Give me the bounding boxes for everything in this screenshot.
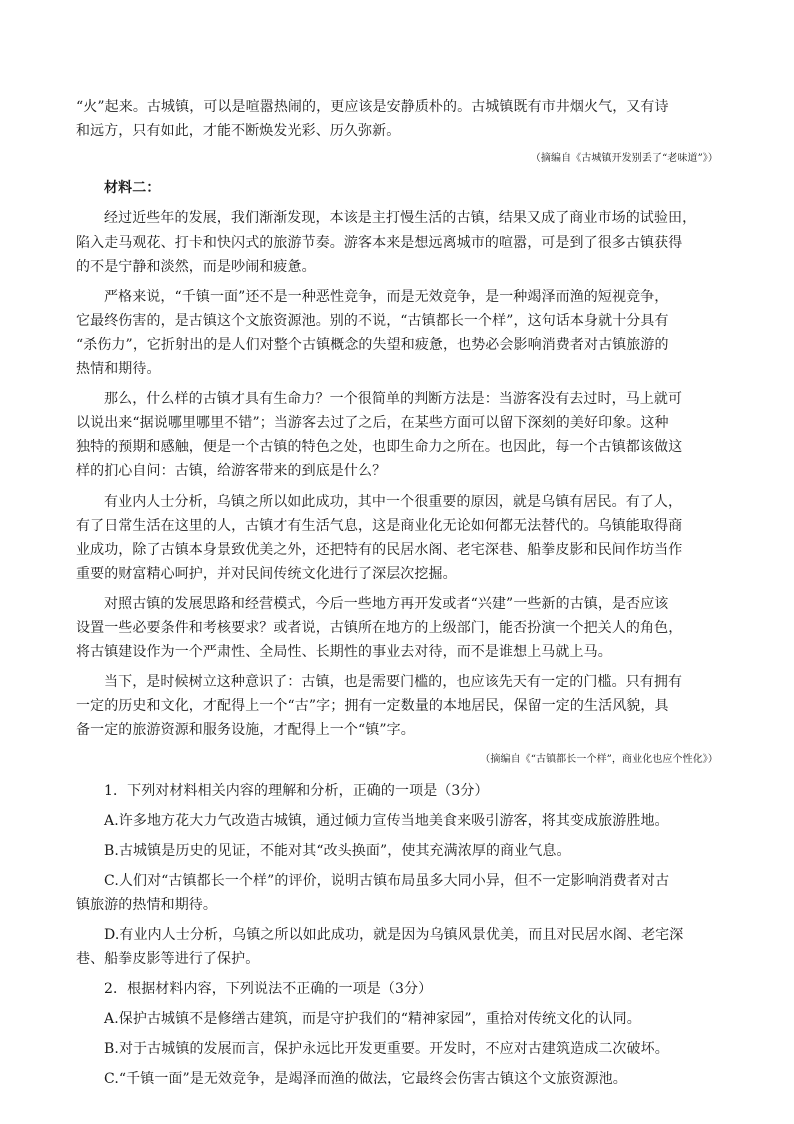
m2-p2-line-3: “杀伤力”，它折射出的是人们对整个古镇概念的失望和疲惫，也势必会影响消费者对古镇旅游的 xyxy=(76,337,669,353)
m2-p2-line-1: 严格来说，“千镇一面”还不是一种恶性竞争，而是无效竞争，是一种竭泽而渔的短视竞争， xyxy=(104,289,669,305)
m2-p6-line-2: 一定的历史和文化，才配得上一个“古”字；拥有一定数量的本地居民，保留一定的生活风貌，具 xyxy=(76,698,669,714)
q2-option-c: C.“千镇一面”是无效竞争，是竭泽而渔的做法，它最终会伤害古镇这个文旅资源池。 xyxy=(104,1071,627,1087)
m2-p6-line-3: 备一定的旅游资源和服务设施，才配得上一个“镇”字。 xyxy=(76,722,415,738)
m2-p3-line-4: 样的扪心自问：古镇，给游客带来的到底是什么？ xyxy=(76,463,387,479)
m2-p4-line-4: 重要的财富精心呵护，并对民间传统文化进行了深层次挖掘。 xyxy=(76,566,457,582)
q1-option-a: A.许多地方花大力气改造古城镇，通过倾力宣传当地美食来吸引游客，将其变成旅游胜地。 xyxy=(104,813,669,829)
m2-p4-line-1: 有业内人士分析，乌镇之所以如此成功，其中一个很重要的原因，就是乌镇有居民。有了人， xyxy=(104,494,683,510)
m2-p1-line-1: 经过近些年的发展，我们渐渐发现，本该是主打慢生活的古镇，结果又成了商业市场的试验田， xyxy=(104,210,697,226)
m2-p3-line-2: 以说出来“据说哪里哪里不错”；当游客去过了之后，在某些方面可以留下深刻的美好印象。这种 xyxy=(76,415,669,431)
m2-p4-line-2: 有了日常生活在这里的人，古镇才有生活气息，这是商业化无论如何都无法替代的。乌镇能取得商 xyxy=(76,518,683,534)
material1-source: （摘编自《古城镇开发别丢了“老味道”》） xyxy=(530,153,718,164)
q1-option-b: B.古城镇是历史的见证，不能对其“改头换面”，使其充满浓厚的商业气息。 xyxy=(104,843,571,859)
question1-stem: 1．下列对材料相关内容的理解和分析，正确的一项是（3分） xyxy=(104,783,489,799)
question2-stem: 2．根据材料内容，下列说法不正确的一项是（3分） xyxy=(104,981,433,997)
m2-p6-line-1: 当下，是时候树立这种意识了：古镇，也是需要门槛的，也应该先天有一定的门槛。只有拥有 xyxy=(104,674,683,690)
m2-p1-line-2: 陷入走马观花、打卡和快闪式的旅游节奏。游客本来是想远离城市的喧嚣，可是到了很多古镇获得 xyxy=(76,235,683,251)
m2-p2-line-2: 它最终伤害的，是古镇这个文旅资源池。别的不说，“古镇都长一个样”，这句话本身就十分具有 xyxy=(76,313,669,329)
q1-option-d-line-2: 巷、船拳皮影等进行了保护。 xyxy=(76,951,260,967)
m2-p5-line-2: 设置一些必要条件和考核要求？或者说，古镇所在地方的上级部门，能否扮演一个把关人的角色， xyxy=(76,620,683,636)
material2-source: （摘编自《“古镇都长一个样”，商业化也应个性化》） xyxy=(480,754,718,765)
m2-p4-line-3: 业成功，除了古镇本身景致优美之外，还把特有的民居水阁、老宅深巷、船拳皮影和民间作坊当作 xyxy=(76,542,683,558)
material1-line-2: 和远方，只有如此，才能不断焕发光彩、历久弥新。 xyxy=(76,123,401,139)
material1-line-1: “火”起来。古城镇，可以是喧嚣热闹的，更应该是安静质朴的。古城镇既有市井烟火气，又有诗 xyxy=(76,99,669,115)
m2-p1-line-3: 的不是宁静和淡然，而是吵闹和疲惫。 xyxy=(76,259,316,275)
m2-p5-line-3: 将古镇建设作为一个严肃性、全局性、长期性的事业去对待，而不是谁想上马就上马。 xyxy=(76,644,612,660)
material2-heading: 材料二： xyxy=(104,180,161,196)
q1-option-d-line-1: D.有业内人士分析，乌镇之所以如此成功，就是因为乌镇风景优美，而且对民居水阁、老宅深 xyxy=(104,927,684,943)
m2-p3-line-3: 独特的预期和感触，便是一个古镇的特色之处，也即生命力之所在。也因此，每一个古镇都该做这 xyxy=(76,439,683,455)
m2-p2-line-4: 热情和期待。 xyxy=(76,361,161,377)
q2-option-b: B.对于古城镇的发展而言，保护永远比开发更重要。开发时，不应对古建筑造成二次破坏。 xyxy=(104,1041,669,1057)
m2-p3-line-1: 那么，什么样的古镇才具有生命力？一个很简单的判断方法是：当游客没有去过时，马上就可 xyxy=(104,391,683,407)
q1-option-c-line-2: 镇旅游的热情和期待。 xyxy=(76,897,217,913)
q1-option-c-line-1: C.人们对“古镇都长一个样”的评价，说明古镇布局虽多大同小异，但不一定影响消费者对古 xyxy=(104,873,670,889)
q2-option-a: A.保护古城镇不是修缮古建筑，而是守护我们的“精神家园”，重拾对传统文化的认同。 xyxy=(104,1011,641,1027)
m2-p5-line-1: 对照古镇的发展思路和经营模式，今后一些地方再开发或者“兴建”一些新的古镇，是否应该 xyxy=(104,596,669,612)
